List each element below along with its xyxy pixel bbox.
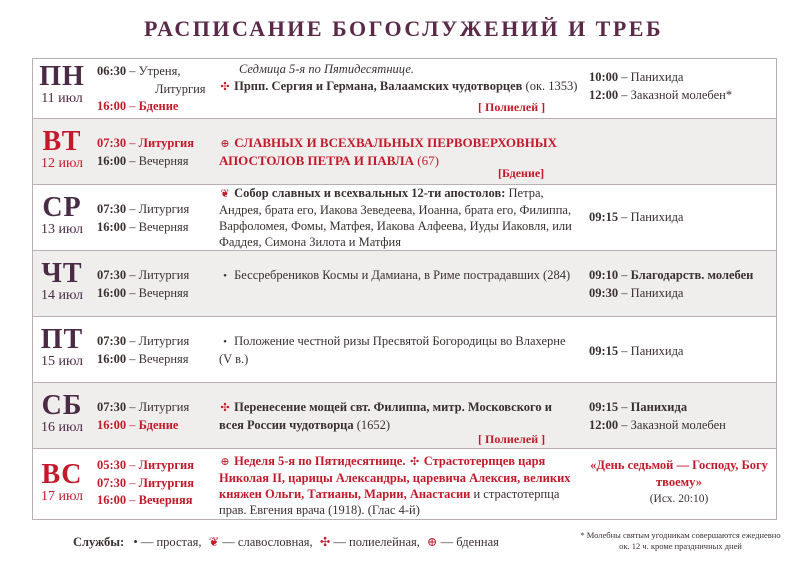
extra-services: 09:15 – Панихида 12:00 – Заказной молебен [589, 400, 726, 432]
day-label [33, 260, 91, 304]
day-row-mon [33, 59, 776, 119]
time-line: Литургия [155, 81, 206, 96]
extra-services: 10:00 – Панихида 12:00 – Заказной молебен* [589, 70, 733, 102]
schedule-table [32, 58, 777, 520]
polyeleos-icon: ✣ [319, 535, 331, 549]
service-type-tag: [ Полиелей ] [478, 432, 546, 446]
service-times: 07:30 – Литургия 16:00 – Бдение [97, 400, 190, 432]
service-times [97, 63, 217, 116]
vigil-icon: ⊕ [427, 535, 438, 549]
day-row-tue [33, 119, 776, 185]
time-line: 06:30 – Утреня, [97, 64, 181, 78]
day-description: Седмица 5-я по Пятидесятнице. ✣ Прпп. Сергия и Германа, Валаамских чудотворцев (ок. 1353) [219, 61, 579, 95]
day-description: • Положение честной ризы Пресвятой Богородицы во Влахерне (V в.) [219, 334, 566, 366]
day-label [33, 326, 91, 370]
day-date: 11 июл [41, 91, 83, 106]
day-label [33, 194, 91, 238]
extra-services: 09:10 – Благодарств. молебен 09:30 – Панихида [589, 268, 754, 300]
extra-services: 09:15 – Панихида [589, 210, 684, 224]
day-row-sat [33, 383, 776, 449]
service-times: 07:30 – Литургия 16:00 – Вечерняя [97, 334, 190, 366]
service-type-tag: [ Полиелей ] [478, 100, 546, 114]
footnote: * Молебны святым угодникам совершаются ежедневно ок. 12 ч. кроме праздничных дней [580, 530, 781, 551]
vigil-icon: ⊕ [220, 138, 230, 150]
day-name: ПН [39, 61, 85, 92]
day-description: • Бессребреников Космы и Дамиана, в Риме пострадавших (284) [219, 267, 579, 285]
page-title: РАСПИСАНИЕ БОГОСЛУЖЕНИЙ И ТРЕБ [143, 16, 664, 41]
day-date: 16 июл [40, 420, 84, 435]
day-name: СР [42, 192, 82, 223]
simple-service-icon: • [133, 535, 138, 549]
day-name: ЧТ [41, 258, 83, 289]
day-description: ⊕ СЛАВНЫХ И ВСЕХВАЛЬНЫХ ПЕРВОВЕРХОВНЫХ АПОСТОЛОВ ПЕТРА И ПАВЛА (67) [219, 135, 557, 168]
day-name: СБ [41, 390, 83, 421]
day-name: ПТ [40, 324, 84, 355]
day-name: ВС [41, 459, 83, 490]
polyeleos-icon: ✣ [409, 456, 420, 468]
day-row-wed [33, 185, 776, 251]
day-label [33, 461, 91, 505]
day-description: ⊕ Неделя 5-я по Пятидесятнице. ✣ Страстотерпцев царя Николая II, царицы Александры, царевича Алексия, великих княжен Ольги, Татианы, Марии, Анастасии и страстотерпца прав. Евгения врача (1918). (Глас 4-й) [219, 454, 571, 517]
day-label [33, 392, 91, 436]
day-description: ✣ Перенесение мощей свт. Филиппа, митр. Московского и всея России чудотворца (1652) [219, 400, 552, 432]
simple-service-icon: • [223, 336, 227, 348]
day-date: 17 июл [40, 489, 84, 504]
time-line: 16:00 – Бдение [97, 99, 179, 113]
day-name: ВТ [42, 126, 82, 157]
day-description: ❦ Собор славных и всехвальных 12-ти апостолов: Петра, Андрея, брата его, Иакова Зеведеева, Иоанна, брата его, Филиппа, Варфоломея, Фомы, Матфея, Иакова Алфеева, Иуды Иаковля, или Фаддея, Симона Зилота и Матфия [219, 186, 572, 249]
service-times: 05:30 – Литургия 07:30 – Литургия 16:00 – Вечерняя [97, 458, 195, 507]
simple-service-icon: • [223, 270, 227, 282]
day-row-sun [33, 449, 776, 519]
polyeleos-icon: ✣ [220, 80, 230, 93]
glorification-icon: ❦ [208, 535, 220, 549]
day-date: 13 июл [40, 222, 84, 237]
week-note: Седмица 5-я по Пятидесятнице. [239, 62, 415, 76]
extra-services: 09:15 – Панихида [589, 344, 684, 358]
day-date: 12 июл [40, 156, 84, 171]
service-legend: Службы: • — простая, ❦ — славословная, ✣ — полиелейная, ⊕ — бденная [73, 535, 499, 549]
day-label [33, 63, 91, 107]
polyeleos-icon: ✣ [220, 402, 230, 414]
day-date: 15 июл [40, 354, 84, 369]
day-row-fri [33, 317, 776, 383]
scripture-quote: «День седьмой — Господу, Богу твоему» (Исх. 20:10) [590, 458, 768, 505]
service-times: 07:30 – Литургия 16:00 – Вечерняя [97, 202, 190, 234]
glorification-icon: ❦ [220, 188, 230, 200]
service-times: 07:30 – Литургия 16:00 – Вечерняя [97, 268, 190, 300]
service-type-tag: [Бдение] [498, 166, 545, 180]
vigil-icon: ⊕ [220, 456, 230, 468]
day-row-thu [33, 251, 776, 317]
service-times: 07:30 – Литургия 16:00 – Вечерняя [97, 136, 195, 168]
day-date: 14 июл [40, 288, 84, 303]
day-label [33, 128, 91, 172]
